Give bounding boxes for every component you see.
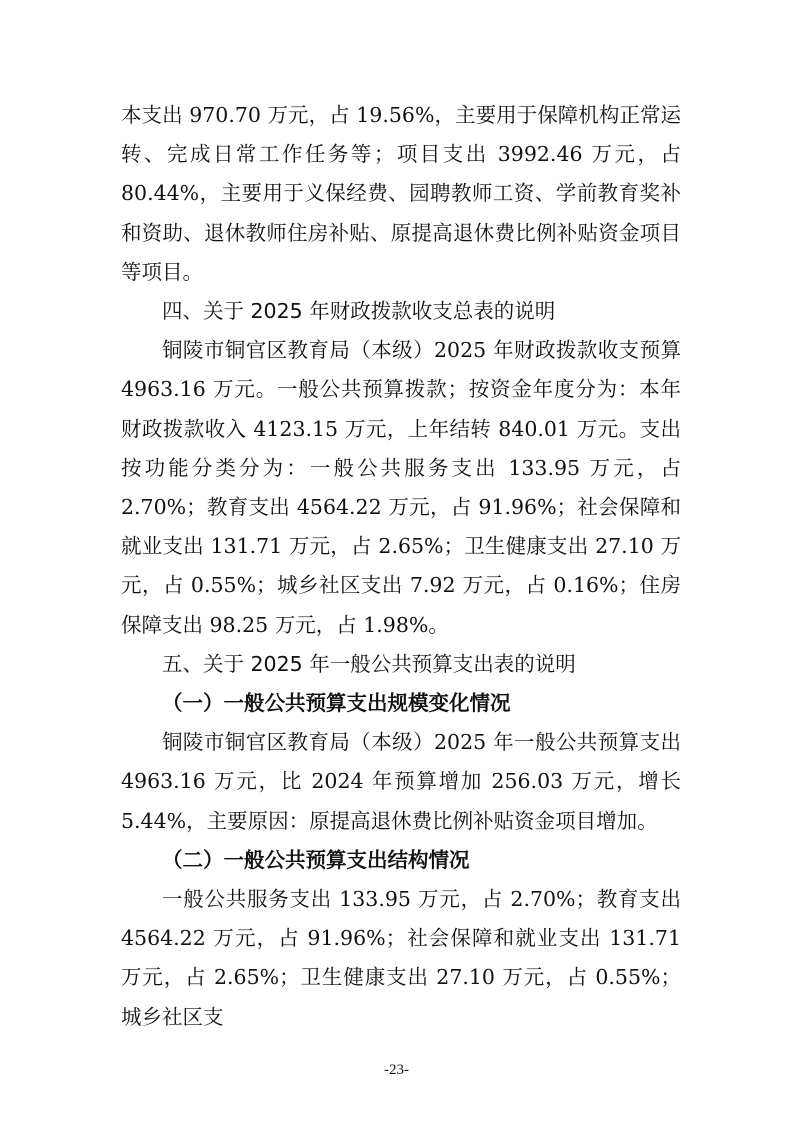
subsection-heading-1: （一）一般公共预算支出规模变化情况 xyxy=(162,691,511,716)
page-content xyxy=(121,96,681,1037)
section-heading-5: 五、关于 2025 年一般公共预算支出表的说明 xyxy=(162,651,576,676)
section-heading-4: 四、关于 2025 年财政拨款收支总表的说明 xyxy=(162,299,556,324)
page-number: -23- xyxy=(384,1062,409,1078)
subsection-heading-2: （二）一般公共预算支出结构情况 xyxy=(162,847,470,872)
paragraph-structure: 一般公共服务支出 133.95 万元，占 2.70%；教育支出 4564.22 万元，占 91.96%；社会保障和就业支出 131.71 万元，占 2.65%；卫生健康支出 27.10 万元，占 0.55%；城乡社区支 xyxy=(121,887,681,1029)
paragraph-scale-change: 铜陵市铜官区教育局（本级）2025 年一般公共预算支出 4963.16 万元，比 2024 年预算增加 256.03 万元，增长 5.44%，主要原因：原提高退休费比例补贴资金项目增加。 xyxy=(121,730,681,833)
paragraph-basic-expenditure: 本支出 970.70 万元，占 19.56%，主要用于保障机构正常运转、完成日常工作任务等；项目支出 3992.46 万元，占 80.44%，主要用于义保经费、园聘教师工资、学前教育奖补和资助、退休教师住房补贴、原提高退休费比例补贴资金项目等项目。 xyxy=(121,103,681,284)
paragraph-fiscal-summary: 铜陵市铜官区教育局（本级）2025 年财政拨款收支预算 4963.16 万元。一般公共预算拨款；按资金年度分为：本年财政拨款收入 4123.15 万元，上年结转 840.01 万元。支出按功能分类分为：一般公共服务支出 133.95 万元，占 2.70%；教育支出 4564.22 万元，占 91.96%；社会保障和就业支出 131.71 万元，占 2.65%；卫生健康支出 27.10 万元，占 0.55%；城乡社区支出 7.92 万元，占 0.16%；住房保障支出 98.25 万元，占 1.98%。 xyxy=(121,338,681,637)
